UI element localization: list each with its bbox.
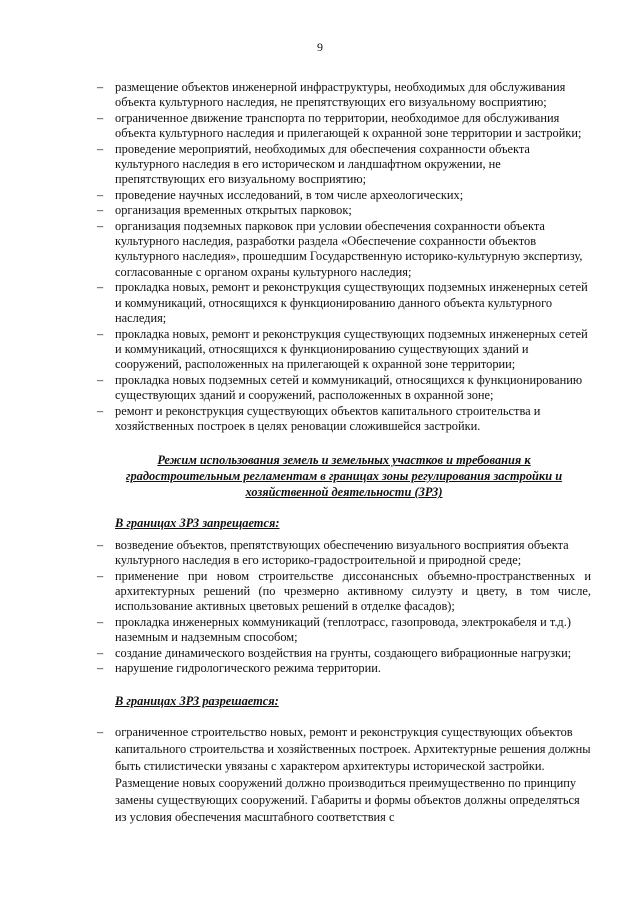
allowed-list (97, 724, 591, 826)
list-item (97, 724, 591, 826)
list-item (97, 111, 591, 142)
list-item (97, 646, 591, 661)
dash-icon: – (97, 141, 104, 156)
list-item-text: проведение мероприятий, необходимых для обеспечения сохранности объекта культурного наследия в его историческом и ландшафтном окружении, не препятствующих его визуальному восприятию; (115, 141, 530, 187)
list-item (97, 661, 591, 676)
dash-icon: – (97, 110, 104, 125)
dash-icon: – (97, 403, 104, 418)
list-item-text: ограниченное движение транспорта по территории, необходимое для обслуживания объекта культурного наследия и прилегающей к охранной зоне территории и застройки; (115, 110, 582, 141)
section-heading: Режим использования земель и земельных участков и требования к градостроительным регламентам в границах зоны регулирования застройки и хозяйственной деятельности (ЗРЗ) (125, 453, 563, 500)
page-content (97, 80, 591, 826)
permitted-works-list (97, 80, 591, 434)
list-item (97, 280, 591, 326)
list-item-text: ограниченное строительство новых, ремонт и реконструкция существующих объектов капитального строительства и хозяйственных построек. Архитектурные решения должны быть стилистически увязаны с характером архитектуры исторической застройки. Размещение новых сооружений должно производиться преимущественно по принципу замены существующих сооружений. Габариты и формы объектов должны определяться из условия обеспечения масштабного соответствия с (115, 724, 591, 824)
dash-icon: – (97, 661, 104, 675)
list-item (97, 373, 591, 404)
dash-icon: – (97, 218, 104, 233)
list-item-text: прокладка новых, ремонт и реконструкция существующих подземных инженерных сетей и коммуникаций, относящихся к функционированию существующих зданий и сооружений, расположенных на прилегающей к охранной зоне территории; (115, 326, 588, 372)
list-item (97, 80, 591, 111)
list-item (97, 538, 591, 569)
list-item-text: возведение объектов, препятствующих обеспечению визуального восприятия объекта культурного наследия в его историко-градостроительной и природной среде; (115, 537, 569, 568)
list-item-text: прокладка инженерных коммуникаций (теплотрасс, газопровода, электрокабеля и т.д.) наземным и надземным способом; (115, 614, 571, 645)
list-item-text: ремонт и реконструкция существующих объектов капитального строительства и хозяйственных построек в целях реновации сложившейся застройки. (115, 403, 541, 433)
list-item (97, 327, 591, 373)
list-item-text: проведение научных исследований, в том числе археологических; (115, 187, 464, 202)
page-number: 9 (317, 40, 323, 54)
list-item-text: применение при новом строительстве диссонансных объемно-пространственных и архитектурных решений (по чрезмерно активному силуэту и цвету, в том числе, использование активных цветовых решений в отделке фасадов); (115, 568, 591, 614)
list-item (97, 188, 591, 203)
list-item-text: нарушение гидрологического режима территории. (115, 661, 381, 675)
list-item (97, 404, 591, 435)
dash-icon: – (97, 724, 104, 739)
dash-icon: – (97, 372, 104, 387)
list-item (97, 615, 591, 646)
dash-icon: – (97, 326, 104, 341)
dash-icon: – (97, 80, 104, 94)
dash-icon: – (97, 280, 104, 295)
prohibited-list (97, 538, 591, 677)
list-item (97, 219, 591, 281)
dash-icon: – (97, 645, 104, 660)
list-item-text: прокладка новых подземных сетей и коммуникаций, относящихся к функционированию существующих зданий и сооружений, расположенных в охранной зоне; (115, 372, 583, 403)
list-item (97, 569, 591, 615)
dash-icon: – (97, 203, 104, 218)
allowed-heading: В границах ЗРЗ разрешается: (115, 694, 279, 709)
list-item-text: размещение объектов инженерной инфраструктуры, необходимых для обслуживания объекта культурного наследия, не препятствующих его визуальному восприятию; (115, 80, 566, 110)
dash-icon: – (97, 187, 104, 202)
list-item (97, 142, 591, 188)
list-item-text: организация подземных парковок при условии обеспечения сохранности объекта культурного наследия, разработки раздела «Обеспечение сохранности объектов культурного наследия», прошедшим Государственную историко-культурную экспертизу, согласованные с органом охраны культурного наследия; (115, 218, 583, 279)
list-item (97, 203, 591, 218)
list-item-text: создание динамического воздействия на грунты, создающего вибрационные нагрузки; (115, 645, 572, 660)
list-item-text: прокладка новых, ремонт и реконструкция существующих подземных инженерных сетей и коммуникаций, относящихся к функционированию данного объекта культурного наследия; (115, 280, 588, 326)
dash-icon: – (97, 568, 104, 583)
dash-icon: – (97, 537, 104, 552)
prohibited-heading: В границах ЗРЗ запрещается: (115, 516, 280, 531)
list-item-text: организация временных открытых парковок; (115, 203, 352, 218)
dash-icon: – (97, 614, 104, 629)
